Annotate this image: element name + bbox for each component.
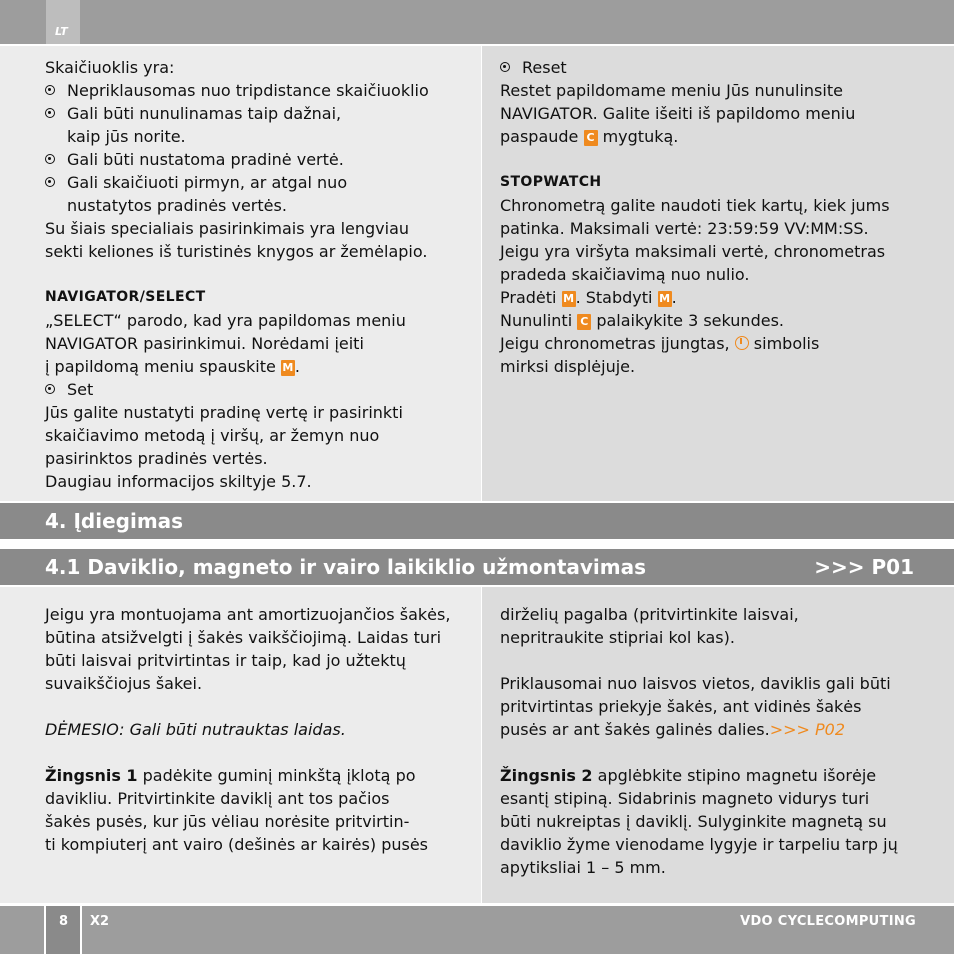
- footer-bar: [0, 906, 954, 954]
- body-text: Nunulinti: [500, 311, 573, 330]
- body-line: [500, 718, 940, 741]
- body-line: pasirinktos pradinės vertės.: [45, 449, 268, 468]
- body-line: būti nukreiptas į daviklį. Sulyginkite magnetą su: [500, 812, 887, 831]
- body-text: mygtuką.: [602, 127, 679, 146]
- intro-text: Skaičiuoklis yra:: [45, 58, 175, 77]
- bullet-text: Nepriklausomas nuo tripdistance skaičiuoklio: [67, 81, 429, 100]
- bullet-item: [45, 102, 475, 125]
- body-line: apytiksliai 1 – 5 mm.: [500, 858, 666, 877]
- bullet-icon: [45, 384, 55, 394]
- bullet-item: [45, 79, 475, 102]
- body-line: [45, 764, 475, 787]
- set-label: Set: [67, 380, 94, 399]
- step-2-label: Žingsnis 2: [500, 766, 593, 785]
- section-4-header: [0, 503, 954, 539]
- right-top-column: [500, 56, 930, 378]
- bullet-icon: [45, 154, 55, 164]
- body-line: Jeigu yra viršyta maksimali vertė, chronometras: [500, 242, 886, 261]
- body-line: Priklausomai nuo laisvos vietos, daviklis gali būti: [500, 674, 891, 693]
- body-line: Daugiau informacijos skiltyje 5.7.: [45, 472, 312, 491]
- warning-label: DĖMESIO: [45, 720, 120, 739]
- body-line: būti laisvai pritvirtintas ir taip, kad jo užtektų: [45, 651, 406, 670]
- body-line: Pradėti M. Stabdyti M.: [500, 288, 677, 307]
- left-top-column: [45, 56, 475, 493]
- body-line: davikliu. Pritvirtinkite daviklį ant tos pačios: [45, 789, 390, 808]
- body-line: pradeda skaičiavimą nuo nulio.: [500, 265, 750, 284]
- section-4-1-header: [0, 549, 954, 585]
- body-text: Jeigu chronometras įjungtas,: [500, 334, 730, 353]
- body-line: šakės pusės, kur jūs vėliau norėsite pritvirtin-: [45, 812, 410, 831]
- body-line: suvaikščiojus šakei.: [45, 674, 203, 693]
- body-line: mirksi displėjuje.: [500, 357, 636, 376]
- page-number-box: [46, 906, 80, 954]
- bullet-text: Gali būti nustatoma pradinė vertė.: [67, 150, 344, 169]
- body-line: NAVIGATOR. Galite išeiti iš papildomo meniu: [500, 104, 856, 123]
- bullet-item: [45, 378, 475, 401]
- bullet-item: [500, 56, 930, 79]
- c-key-icon: C: [577, 314, 591, 330]
- body-line: sekti keliones iš turistinės knygos ar žemėlapio.: [45, 242, 428, 261]
- body-line: nepritraukite stipriai kol kas).: [500, 628, 735, 647]
- stopwatch-symbol-icon: [735, 336, 749, 350]
- body-text: padėkite guminį minkštą įklotą po: [137, 766, 416, 785]
- bullet-icon: [45, 177, 55, 187]
- body-line: dirželių pagalba (pritvirtinkite laisvai,: [500, 605, 799, 624]
- bullet-icon: [45, 108, 55, 118]
- m-key-icon: M: [563, 292, 575, 305]
- body-line: būtina atsižvelgti į šakės vaikščiojimą. Laidas turi: [45, 628, 442, 647]
- navigator-heading: NAVIGATOR/SELECT: [45, 289, 206, 305]
- body-line: ti kompiuterį ant vairo (dešinės ar kairės) pusės: [45, 835, 428, 854]
- body-text: paspaude: [500, 127, 579, 146]
- body-text: apglėbkite stipino magnetu išorėje: [592, 766, 877, 785]
- body-line: Chronometrą galite naudoti tiek kartų, kiek jums: [500, 196, 890, 215]
- step-1-label: Žingsnis 1: [45, 766, 138, 785]
- left-bottom-column: [45, 603, 475, 856]
- model-name: X2: [90, 914, 110, 929]
- c-key-icon: C: [584, 130, 598, 146]
- bullet-continuation: nustatytos pradinės vertės.: [67, 196, 287, 215]
- body-line: Jeigu yra montuojama ant amortizuojančios šakės,: [45, 605, 451, 624]
- body-line: [500, 332, 930, 355]
- body-text: palaikykite 3 sekundes.: [596, 311, 784, 330]
- body-text: . Stabdyti: [575, 288, 653, 307]
- body-line: [500, 309, 930, 332]
- section-4-1-title: 4.1 Daviklio, magneto ir vairo laikiklio užmontavimas: [45, 555, 647, 579]
- brand-name: VDO CYCLECOMPUTING: [740, 914, 916, 929]
- section-4-1-page-ref: >>> P01: [814, 555, 914, 579]
- body-line: [500, 764, 940, 787]
- body-line: esantį stipiną. Sidabrinis magneto vidurys turi: [500, 789, 870, 808]
- body-line: daviklio žyme vienodame lygyje ir tarpeliu tarp jų: [500, 835, 898, 854]
- body-line: Restet papildomame meniu Jūs nunulinsite: [500, 81, 843, 100]
- page-number: 8: [59, 914, 69, 929]
- right-bottom-column: [500, 603, 940, 879]
- bullet-text: Gali skaičiuoti pirmyn, ar atgal nuo: [67, 173, 348, 192]
- body-line: į papildomą meniu spauskite M.: [45, 357, 300, 376]
- footer-divider: [80, 906, 82, 954]
- body-line: Jūs galite nustatyti pradinę vertę ir pasirinkti: [45, 403, 403, 422]
- reset-label: Reset: [522, 58, 567, 77]
- section-4-title: 4. Įdiegimas: [45, 509, 184, 533]
- bullet-text: Gali būti nunulinamas taip dažnai,: [67, 104, 342, 123]
- body-text: į papildomą meniu spauskite: [45, 357, 276, 376]
- bullet-icon: [500, 62, 510, 72]
- page-ref-link[interactable]: >>> P02: [769, 720, 846, 739]
- body-line: NAVIGATOR pasirinkimui. Norėdami įeiti: [45, 334, 364, 353]
- warning-text: : Gali būti nutrauktas laidas: [119, 720, 341, 739]
- body-line: patinka. Maksimali vertė: 23:59:59 VV:MM:SS.: [500, 219, 869, 238]
- body-text: simbolis: [753, 334, 820, 353]
- body-text: Pradėti: [500, 288, 557, 307]
- m-key-icon: M: [659, 292, 671, 305]
- body-line: Su šiais specialiais pasirinkimais yra lengviau: [45, 219, 410, 238]
- body-line: [500, 125, 930, 148]
- bullet-continuation: kaip jūs norite.: [67, 127, 186, 146]
- language-tab: [46, 0, 80, 44]
- stopwatch-heading: STOPWATCH: [500, 174, 602, 190]
- body-line: pritvirtintas priekyje šakės, ant vidinės šakės: [500, 697, 862, 716]
- warning-line: DĖMESIO: Gali būti nutrauktas laidas.: [45, 720, 346, 739]
- top-bar: [0, 0, 954, 44]
- bullet-item: [45, 171, 475, 194]
- bullet-icon: [45, 85, 55, 95]
- body-line: „SELECT“ parodo, kad yra papildomas meniu: [45, 311, 406, 330]
- bullet-item: [45, 148, 475, 171]
- language-code: LT: [55, 25, 68, 38]
- body-line: skaičiavimo metodą į viršų, ar žemyn nuo: [45, 426, 380, 445]
- m-key-icon: M: [282, 361, 294, 374]
- body-text: pusės ar ant šakės galinės dalies.: [500, 720, 770, 739]
